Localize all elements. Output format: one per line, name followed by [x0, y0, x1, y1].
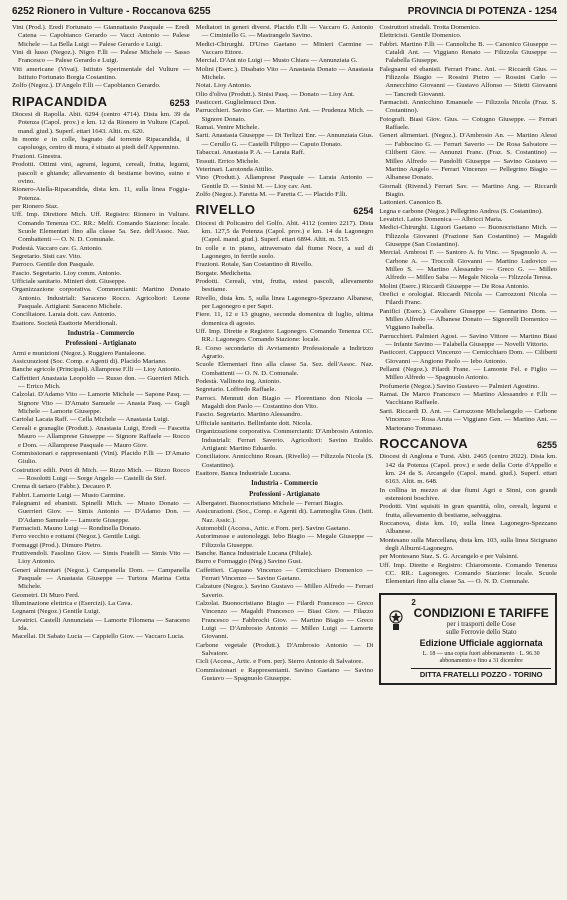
- directory-entry: Commissionari e rappresentanti (Vini). Placido F.lli — D'Amato Giulio.: [12, 449, 190, 466]
- column-1: [12, 24, 190, 896]
- directory-entry: Rionero-Atella-Ripacandida, dista km. 11, sulla linea Foggia-Potenza.: [12, 186, 190, 202]
- directory-entry: Podestà. Vaccaro cav. G. Antonio.: [12, 244, 103, 252]
- directory-entry: Generi alimentari. (Negoz.). D'Ambrosio An. — Martino Alessi — Fabbocino G. — Ferrari Saverio — De Rosa Salvatore — Ciliberti Giov. — Annunzi Franc. (Fraz. S. Costantino) — Milleo Alfredo — Pandolfi Giuseppe — Savino Gustavo — Martino Angelo — Ferrari Vincenzo — Pellegrino Biagio — Albanese Donato.: [379, 132, 558, 182]
- directory-entry: R. Corso secondario di Avviamento Professionale a Indirizzo Agrario.: [195, 344, 374, 361]
- directory-entry: Fascio. Segretario. Lioy comm. Antonio.: [12, 269, 122, 277]
- directory-entry: Calzature (Negoz.). Savino Gustavo — Milleo Alfredo — Ferrari Saverio.: [195, 583, 374, 599]
- directory-entry: Falegnami ed ebanisti. Spinelli Mich. — Musto Donato — Guerrieri Giov. — Simis Antonio — D'Adamo Don. — D'Adamo Samuele — Lamorte Giuseppe.: [12, 499, 190, 524]
- directory-entry: Mercial. D'Ant nio Luigi — Musto Chiara — Annunziata G.: [195, 57, 358, 65]
- directory-entry: Fruttivendoli. Fasolino Giov. — Simis Fratelli — Simis Vito — Lioy Antonio.: [12, 549, 190, 566]
- directory-entry: Costruttori stradali. Trotta Domenico.: [379, 24, 481, 31]
- directory-entry: Banche. Banca Industriale Lucana (Filiale).: [195, 549, 313, 557]
- directory-entry: In collina in mezzo ai due fiumi Agri e Sinni, con grandi estensioni boschive.: [379, 486, 558, 502]
- col2-intro: [196, 220, 374, 479]
- directory-entry: Albergatori. Buonocristiano Michele — Ferrari Biagio.: [195, 499, 344, 507]
- directory-entry: Profumerie (Negoz.) Savino Gustavo — Palmieri Agostino.: [379, 382, 540, 390]
- directory-entry: Carbone vegetale (Produtt.). D'Ambrosio Antonio — Di Salvatore.: [195, 641, 374, 658]
- directory-entry: Pasticceri. Guglielmucci Don.: [195, 99, 277, 107]
- directory-entry: Roccanova, dista km. 10, sulla linea Lagonegro-Spezzano Albanese.: [379, 519, 558, 536]
- directory-entry: Levatrici. Laino Domenica — Albricci Maria.: [379, 215, 503, 223]
- ad-title: CONDIZIONI E TARIFFE: [413, 606, 549, 621]
- directory-entry: Macellai. Di Sabato Lucia — Cappiello Giov. — Vaccaro Lucia.: [12, 633, 185, 641]
- directory-entry: Segretario. Loffredo Raffaele.: [195, 386, 277, 394]
- seal-emblem-icon: [385, 599, 407, 680]
- directory-entry: Borgate. Medichetta.: [195, 269, 252, 277]
- directory-entry: Farmacisti. Annicchino Emanuele — Filizzola Nicola (Fraz. S. Costantino).: [379, 99, 558, 115]
- directory-entry: Vini di lusso (Negoz.). Nigro F.lli — Palese Michele — Sasso Francesco — Palese Gerardo e Luigi.: [12, 49, 190, 65]
- directory-entry: Montesano sulla Marcellana, dista km. 103, sulla linea Sicignano degli Alburni-Lagonegro.: [379, 536, 558, 552]
- directory-entry: Illuminazione elettrica e (Esercizi). La Cava.: [12, 600, 133, 608]
- directory-entry: Vini (Prod.). Eredi Fortunato — Giannattasio Pasquale — Eredi Catena — Capobianco Gerardo — Vacci Antonio — Palese Michele — La Bella Luigi — Palese Gerardo e Luigi.: [12, 24, 190, 48]
- town-heading-ripacandida: [12, 93, 190, 109]
- directory-entry: Viti americane (Vivai). Istituto Sperimentale del Vulture — Istituto Fortunato Borgia Costantino.: [12, 65, 190, 82]
- section-subtitle: Professioni - Artigianato: [65, 340, 137, 348]
- directory-entry: Crema di tartaro (Fabbr.). Decauro P.: [12, 483, 112, 491]
- advertisement-box: [379, 593, 557, 686]
- section-subtitle: Professioni - Artigianato: [249, 490, 320, 498]
- directory-entry: Prodotti. Ottimi vini, agrumi, legumi, cereali, frutta, legumi, pascoli e ghiande; allevamento di bestiame bovino, suino e ovino.: [12, 161, 190, 185]
- ad-number: 2: [411, 597, 416, 607]
- directory-entry: Fiere. 11, 12 e 13 giugno, seconda domenica di luglio, ultima domenica di agosto.: [195, 311, 374, 327]
- directory-entry: Medici-Chirurghi. Liguori Gaetano — Buonocristiano Mich. — Filizzola Giovanni (Frazione San Costantino) — Magaldi Giuseppe (San Costantino).: [379, 224, 558, 248]
- header-right: PROVINCIA DI POTENZA - 1254: [407, 5, 557, 17]
- directory-entry: Prodotti. Cereali, vini, frutta, estesi pascoli, allevamento bestiame.: [195, 277, 374, 294]
- col2-entries: [196, 500, 374, 684]
- directory-entry: Esattore. Società Esattorie Meridionali.: [12, 319, 118, 327]
- directory-entry: Olio d'oliva (Produtt.). Sinisi Pasq. — Donato — Lioy Ant.: [195, 90, 355, 98]
- directory-entry: Cicli (Access., Artic. e Forn. per). Sierro Antonio di Salvatore.: [195, 658, 364, 666]
- directory-entry: Segretario. Sisti cav. Vito.: [12, 252, 82, 260]
- directory-entry: Falegnami ed ebanisti. Ferrari Franc. Ant. — Riccardi Gius. — Filizzola Biagio — Rossini Pietro — Rossini Carlo — Annecchino Giovanni — Gustavo Alfonso — Stietti Giovanni — Tancredi Giovanni.: [379, 65, 558, 98]
- directory-entry: Frazioni. Rotale, San Costantino di Rivello.: [195, 261, 313, 269]
- column-2: [196, 24, 374, 896]
- directory-entry: Autorimesse e autonoleggi. Iebo Biagio — Megale Giuseppe — Filizzola Giuseppe.: [195, 533, 374, 549]
- directory-entry: Fotografi. Biasi Giov. Gius. — Cotugno Giuseppe. — Ferrari Raffaele.: [379, 115, 558, 132]
- directory-entry: Mediatori in generi diversi. Placido F.lli — Vaccaro G. Antonio — Ciminiello G. — Mastrangelo Savino.: [195, 24, 374, 40]
- directory-entry: Molini (Eserc.). Disabato Vito — Anastasia Donato — Anastasia Michele.: [195, 65, 374, 82]
- ad-line1: per i trasporti delle Cose: [446, 620, 516, 629]
- col2-top-entries: [196, 24, 374, 199]
- directory-entry: Parroci. Mennuti don Biagio — Florentiano don Nicola — Magaldi don Paolo — Costantino don Vito.: [195, 394, 374, 411]
- town-name: RIVELLO: [195, 202, 256, 218]
- directory-entry: Frazioni. Ginestra.: [12, 152, 62, 160]
- ad-publisher: DITTA FRATELLI POZZO - TORINO: [411, 668, 551, 679]
- directory-entry: Uff. Imp. Dirette e Registro: Lagonegro. Comando Tenenza CC. RR.: Lagonegro. Comando Stazione: locale.: [195, 328, 374, 344]
- directory-entry: Legnami (Negoz.) Gentile Luigi.: [12, 608, 101, 616]
- header-rule: [12, 20, 557, 21]
- directory-entry: Organizzazione corporativa. Commercianti: D'Ambrosio Antonio. Industriali: Ferrari Saverio. Agricoltori: Savino Eraldo. Artigiani: Martino Eduardo.: [195, 428, 374, 452]
- town-heading-rivello: [195, 202, 374, 218]
- directory-entry: Ufficiale sanitario. Bellinfante dott. Nicola.: [195, 419, 312, 427]
- directory-entry: Parroco. Gentile don Pasquale.: [12, 261, 95, 269]
- directory-entry: Parrucchieri. Savino Ger. — Martino Ant. — Prudenza Mich. — Signore Donato.: [195, 107, 374, 123]
- section-title: Industria - Commercio: [251, 480, 318, 488]
- directory-entry: Orefici e orologiai. Riccardi Nicola — Carrozzoni Nicola — Filardi Franc.: [379, 291, 558, 307]
- town-number: 6255: [536, 439, 558, 450]
- directory-entry: Legna e carbone (Negoz.) Pellegrino Andrea (S. Costantino).: [379, 207, 543, 215]
- col3-intro: [379, 453, 557, 587]
- directory-entry: Conciliatore. Laraia dott. cav. Antonio.: [12, 311, 117, 319]
- directory-entry: Scuole Elementari fino alla classe 5a. Sez. dell'Assoc. Naz. Combattenti — O. N. D. Comunale.: [195, 361, 374, 377]
- directory-entry: Generi alimentari (Negoz.). Campanella Dom. — Campanella Pasquale — Anastasia Giuseppe — Turtora Marina Cetta Michele.: [12, 566, 190, 591]
- directory-entry: Banche agricole (Principali). Allampresе F.lli — Lioy Antonio.: [12, 366, 181, 374]
- directory-entry: Lattonieri. Canonico B.: [379, 199, 443, 207]
- directory-entry: Uff. Imp. Dirette e Registro: Chiaromonte. Comando Tenenza CC. RR.: Lagonegro. Comando Stazione: locale. Scuole Elementari fino alla classe 5a. — O. N. D. Comunale.: [379, 561, 558, 586]
- directory-entry: Levatrici. Castelli Annunziata — Lamorte Filomena — Saraceno Ida.: [12, 616, 190, 633]
- directory-entry: Diocesi di Rapolla. Abit. 6294 (centro 4714). Dista km. 39 da Potenza (Capol. prov.) e km. 12 da Rionero in Vulture (Capol. mand. giud.). Superf. ettari 1643. Altit. m. 620.: [12, 111, 190, 135]
- town-heading-roccanova: [379, 435, 558, 451]
- directory-entry: Ferro vecchio e rottami (Negoz.). Gentile Luigi.: [12, 533, 141, 541]
- advertisement-body: [411, 599, 551, 680]
- column-3: [379, 24, 557, 896]
- directory-entry: Calzolai. Buonocristiano Biagio — Filardi Francesco — Greco Vincenzo — Magaldi Francesco — Biasi Giov. — Filazzo Francesco — Fabbrochi Giov. — Martino Biagio — Greco Luigi — D'Ambrosio Antonio — Milleo Luigi — Lamorte Giovanni.: [195, 600, 374, 641]
- town-number: 6254: [353, 206, 374, 217]
- directory-entry: Organizzazione corporativa. Commercianti: Martino Donato Antonio. Industriali: Saraceno Rocco. Agricoltori: Leone Pasquale. Artigiani: Saraceno Michele.: [12, 286, 190, 310]
- directory-entry: Formaggi (Prod.). Dimuro Pietro.: [12, 541, 102, 549]
- directory-entry: Ufficiale sanitario. Minieri dott. Giuseppe.: [12, 277, 127, 285]
- directory-entry: Assicurazioni (Soc. Comp. e Agenti di). Placido Mariano.: [12, 358, 167, 366]
- directory-entry: Veterinari. Larotonda Attilio.: [195, 165, 274, 173]
- directory-entry: Caffettieri Anastasia Leopoldo — Russo don. — Guerrieri Mich. — Errico Mich.: [12, 374, 190, 391]
- directory-entry: Tessuti. Errico Michele.: [195, 157, 260, 165]
- directory-entry: Molini (Eserc.) Riccardi Giuseppe — De Rosa Antonio.: [379, 282, 530, 290]
- ad-line2: sulle Ferrovie dello Stato: [445, 628, 517, 637]
- directory-entry: Costruttori edili. Petri di Mich. — Rizzo Mich. — Rizzo Rocco — Rosolotti Luigi — Sorge Angelo — Castelli da Stef.: [12, 466, 190, 482]
- directory-entry: Burro e Formaggio (Neg.) Savino Gust.: [195, 558, 303, 566]
- directory-entry: Fascio. Segretario. Martino Alessandro.: [195, 411, 302, 419]
- directory-entry: Ramai. Ventre Michele.: [195, 124, 260, 132]
- directory-entry: Conciliatore. Annicchino Rosan. (Rivello) — Filizzola Nicola (S. Costantino).: [195, 453, 374, 469]
- directory-entry: Elettricisti. Gentile Domenico.: [379, 32, 462, 40]
- directory-entry: Zolfo (Negoz.). D'Angelo F.lli — Capobianco Gerardo.: [12, 82, 161, 90]
- directory-entry: Notai. Lioy Antonio.: [195, 82, 252, 90]
- directory-entry: Pellami (Negoz.). Filardi Frane. — Lamonte Fel. e Figlio — Milleo Alfredo — Spagnuolo Antonio.: [379, 366, 558, 382]
- directory-entry: Giornali (Rivend.) Ferrari Sav. — Martino Ang. — Riccardi Biagio.: [379, 182, 558, 198]
- directory-entry: Caffettieri. Capuano Vincenzo — Cernicchiaro Domenico — Ferrari Vincenzo — Savino Gaetano.: [195, 566, 374, 582]
- town-name: RIPACANDIDA: [12, 93, 108, 109]
- directory-entry: Diocesi di Anglona e Tursi. Abit. 2465 (centro 2022). Dista km. 142 da Potenza (Capol. prov.) e sede della Corte d'Appello e km. 24 da S. Arcangelo (Capol. mand. giud.). Superf. ettari 6163. Altit. m. 648.: [379, 453, 558, 486]
- directory-entry: Commissionari e Rappresentanti. Savino Gaetano — Savino Gustavo — Spagnuolo Giuseppe.: [195, 666, 374, 683]
- town-number: 6253: [169, 97, 190, 108]
- directory-entry: In monte e in colle, bagnato dal torrente Ripacandida, il capoluogo, centro di mura, è situato ai piedi dell'Appennino.: [12, 136, 190, 152]
- directory-entry: Pasticceri. Cappucci Vincenzo — Cernicchiaro Dom. — Ciliberti Giovanni — Angiono Paolo — Iebo Antonio.: [379, 349, 558, 365]
- col1-intro: [12, 111, 190, 328]
- directory-entry: Panifici (Eserc.). Cavaliere Giuseppe — Gennarino Dom. — Milleo Alfredo — Albanese Donato — Signorelli Domenico — Viggiano Isabella.: [379, 307, 558, 332]
- directory-entry: Sarti. Riccardi D. Ant. — Carrazzone Michelangelo — Carbone Vincenzo — Rosa Aruta — Viggiano Gen. — Martino Ant. — Martorano Tommaso.: [379, 407, 558, 432]
- directory-entry: Automobili (Access., Artic. e Forn. per). Savino Gaetano.: [195, 524, 351, 532]
- directory-entry: Prodotti. Vini squisiti in gran quantità, olio, cereali, legumi e frutta, allevamento di bestiame, selvaggina.: [379, 503, 558, 519]
- directory-entry: Armi e munizioni (Negoz.). Ruggiero Pantaleone.: [12, 349, 146, 357]
- directory-entry: per Montesano Staz. S. G. Arcangelo e per Valsinni.: [379, 553, 519, 561]
- section-title: Industria - Commercio: [67, 330, 135, 338]
- header-left: 6252 Rionero in Vulture - Roccanova 6255: [12, 5, 211, 17]
- directory-entry: Calzolai. D'Adamo Vito — Lamorte Michele — Sapone Pasq. — Signore Vito — D'Amato Samuele — Anasia Pasq. — Gugli Michele — Lamorte Giuseppe.: [12, 391, 190, 416]
- directory-entry: Esattore. Banca Industriale Lucana.: [195, 469, 291, 477]
- directory-entry: Uff. Imp. Direttore Mich. Uff. Registro: Rionero in Vulture. Comando Tenenza CC. RR.: Melfi. Comando Stazione: locale. Scuole Elementari fino alla classe 5a. Sez. dell'Assoc. Naz. Combattenti — O. N. D. Comunale.: [12, 211, 190, 244]
- directory-entry: Diocesi di Policastro del Golfo. Abit. 4112 (centro 2217). Dista km. 127,5 da Potenza (Capol. prov.) e km. 14 da Lagonegro (Capol. mand. giud.). Superf. ettari 6894. Altit. m. 515.: [195, 219, 374, 244]
- directory-entry: Vino (Produtt.). Allamprese Pasquale — Laraia Antonio — Gentile D. — Sinisi M. — Lioy cav. Ant.: [195, 174, 374, 190]
- page-header: [12, 4, 557, 18]
- directory-entry: Rivello, dista km. 5, sulla linea Lagonegro-Spezzano Albanese, per Lagonegro e per Sapri.: [195, 294, 374, 310]
- directory-entry: Geometri. Di Muro Ferd.: [12, 591, 80, 599]
- town-name: ROCCANOVA: [379, 435, 469, 451]
- directory-entry: Ramai. De Marco Francesco — Martino Alessandro e F.lli — Vacchiano Raffaele.: [379, 391, 558, 407]
- directory-entry: Cartolai Lacaia Raff. — Cella Michele — Anastasia Luigi.: [12, 416, 170, 424]
- directory-entry: Sarti. Anastasia Giuseppe — Di Terlizzi Enr. — Annunziata Gius. — Cerullo G. — Castelli Filippo — Capuio Donato.: [195, 132, 374, 148]
- directory-entry: Cereali e granaglie (Produtt.). Anastasia Luigi, Eredi — Fascetta Mauro — Allamprese Giuseppe — Signore Raffaele — Rocco e Dom. — Allamprese Pasquale — Mauro Giov.: [12, 424, 190, 449]
- directory-entry: Fabbri. Lamorte Luigi — Musto Carmine.: [12, 491, 126, 499]
- directory-entry: per Rionero Staz.: [12, 202, 59, 210]
- ad-price: L. 18 — una copia fuori abbonamento · L. 96.30 abbonamento e fino a 31 dicembre: [422, 651, 540, 665]
- col3-top-entries: [379, 24, 557, 433]
- directory-entry: Fabbri. Martino F.lli — Cannoliche B. — Canonico Giuseppe — Cataldi Ant. — Viggiano Renato — Filizzola Giuseppe — Falabella Giuseppe.: [379, 40, 558, 65]
- directory-entry: Mercial. Ambrosi F. — Santoro A. fu Vinc. — Spagnuolo A. — Carbone A. — Troccoli Giovanni — Martino Ludovico — Milleo S. — Martino Alessandro — Greco G. — Milleo Alfredo — Milleo Saba — Megale Nicola — Filizzola Teresa.: [379, 249, 558, 282]
- directory-entry: Parrucchieri. Palmieri Agost. — Savino Vittore — Martino Biasi — Infante Savino — Falabella Giuseppe — Novelli Vittorio.: [379, 332, 558, 349]
- directory-entry: Medici-Chirurghi. D'Urso Gaetano — Minieri Carmine — Vaccaro Ettore.: [195, 40, 374, 57]
- columns: [12, 24, 557, 896]
- directory-entry: Podestà. Vallinoto ing. Antonio.: [195, 378, 282, 386]
- directory-entry: Zolfo (Negoz.). Faretta M. — Faretta C. — Placido F.lli.: [195, 190, 348, 198]
- col1-entries: [12, 350, 190, 642]
- directory-entry: Tabaccai. Anastasia P. A. — Laraia Raff.: [195, 149, 305, 157]
- col1-top-entries: [12, 24, 190, 91]
- directory-entry: In colle e in piano, attraversato dal fiume Noce, a sud di Lagonegro, in ferrile suolo.: [195, 244, 374, 260]
- directory-entry: Farmacisti. Mauno Luigi — Rondinella Donato.: [12, 524, 142, 532]
- directory-entry: Assicurazioni. (Soc., Comp. e Agenti di). Lammoglia Gius. (Istit. Naz. Assic.).: [195, 508, 374, 524]
- ad-edition: Edizione Ufficiale aggiornata: [419, 638, 543, 649]
